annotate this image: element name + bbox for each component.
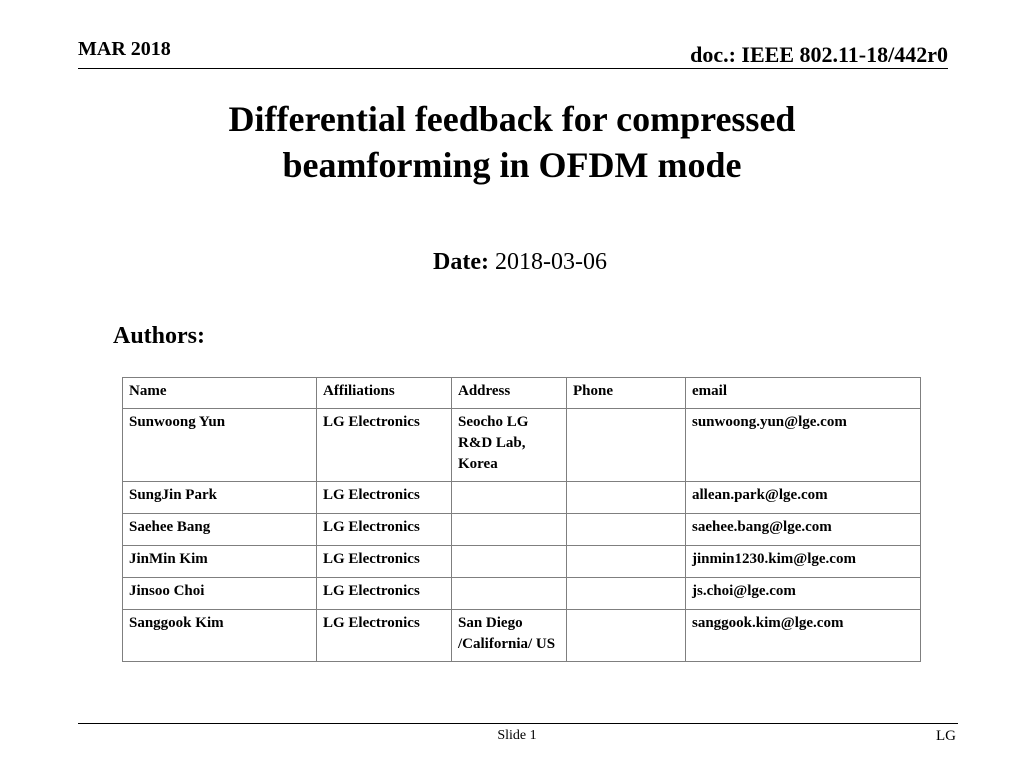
table-row <box>123 409 921 482</box>
cell-phone <box>567 514 686 546</box>
cell-email: allean.park@lge.com <box>686 482 921 514</box>
cell-name: Saehee Bang <box>123 514 317 546</box>
header-date: MAR 2018 <box>78 38 171 60</box>
cell-name: Sunwoong Yun <box>123 409 317 482</box>
cell-address <box>452 578 567 610</box>
cell-email: js.choi@lge.com <box>686 578 921 610</box>
cell-address: San Diego /California/ US <box>452 610 567 662</box>
table-row <box>123 482 921 514</box>
cell-phone <box>567 546 686 578</box>
cell-name: Sanggook Kim <box>123 610 317 662</box>
cell-address <box>452 514 567 546</box>
column-header-email: email <box>686 378 921 409</box>
cell-email: saehee.bang@lge.com <box>686 514 921 546</box>
table-row <box>123 578 921 610</box>
date-value: 2018-03-06 <box>494 249 607 275</box>
footer-company: LG <box>936 728 956 744</box>
cell-phone <box>567 578 686 610</box>
column-header-phone: Phone <box>567 378 686 409</box>
cell-email: jinmin1230.kim@lge.com <box>686 546 921 578</box>
cell-phone <box>567 409 686 482</box>
cell-affiliation: LG Electronics <box>317 578 452 610</box>
cell-phone <box>567 610 686 662</box>
cell-email: sanggook.kim@lge.com <box>686 610 921 662</box>
header-doc-id: doc.: IEEE 802.11-18/442r0 <box>690 42 948 67</box>
cell-address <box>452 482 567 514</box>
cell-affiliation: LG Electronics <box>317 610 452 662</box>
date-label: Date: <box>433 249 489 275</box>
slide-title-line-1: Differential feedback for compressed <box>228 99 796 139</box>
authors-table <box>122 377 921 662</box>
table-header-row <box>123 378 921 409</box>
cell-affiliation: LG Electronics <box>317 546 452 578</box>
cell-address <box>452 546 567 578</box>
column-header-name: Name <box>123 378 317 409</box>
slide-number: Slide 1 <box>497 728 537 743</box>
slide-title <box>0 96 1024 188</box>
cell-affiliation: LG Electronics <box>317 482 452 514</box>
header-divider <box>78 68 948 69</box>
slide-title-line-2: beamforming in OFDM mode <box>282 145 742 185</box>
authors-heading: Authors: <box>113 323 206 349</box>
cell-affiliation: LG Electronics <box>317 514 452 546</box>
footer-divider <box>78 723 958 724</box>
cell-name: JinMin Kim <box>123 546 317 578</box>
cell-phone <box>567 482 686 514</box>
table-row <box>123 546 921 578</box>
table-row <box>123 514 921 546</box>
cell-affiliation: LG Electronics <box>317 409 452 482</box>
table-row <box>123 610 921 662</box>
cell-email: sunwoong.yun@lge.com <box>686 409 921 482</box>
column-header-affiliations: Affiliations <box>317 378 452 409</box>
cell-address: Seocho LG R&D Lab, Korea <box>452 409 567 482</box>
cell-name: Jinsoo Choi <box>123 578 317 610</box>
date-line <box>0 249 1024 276</box>
column-header-address: Address <box>452 378 567 409</box>
cell-name: SungJin Park <box>123 482 317 514</box>
